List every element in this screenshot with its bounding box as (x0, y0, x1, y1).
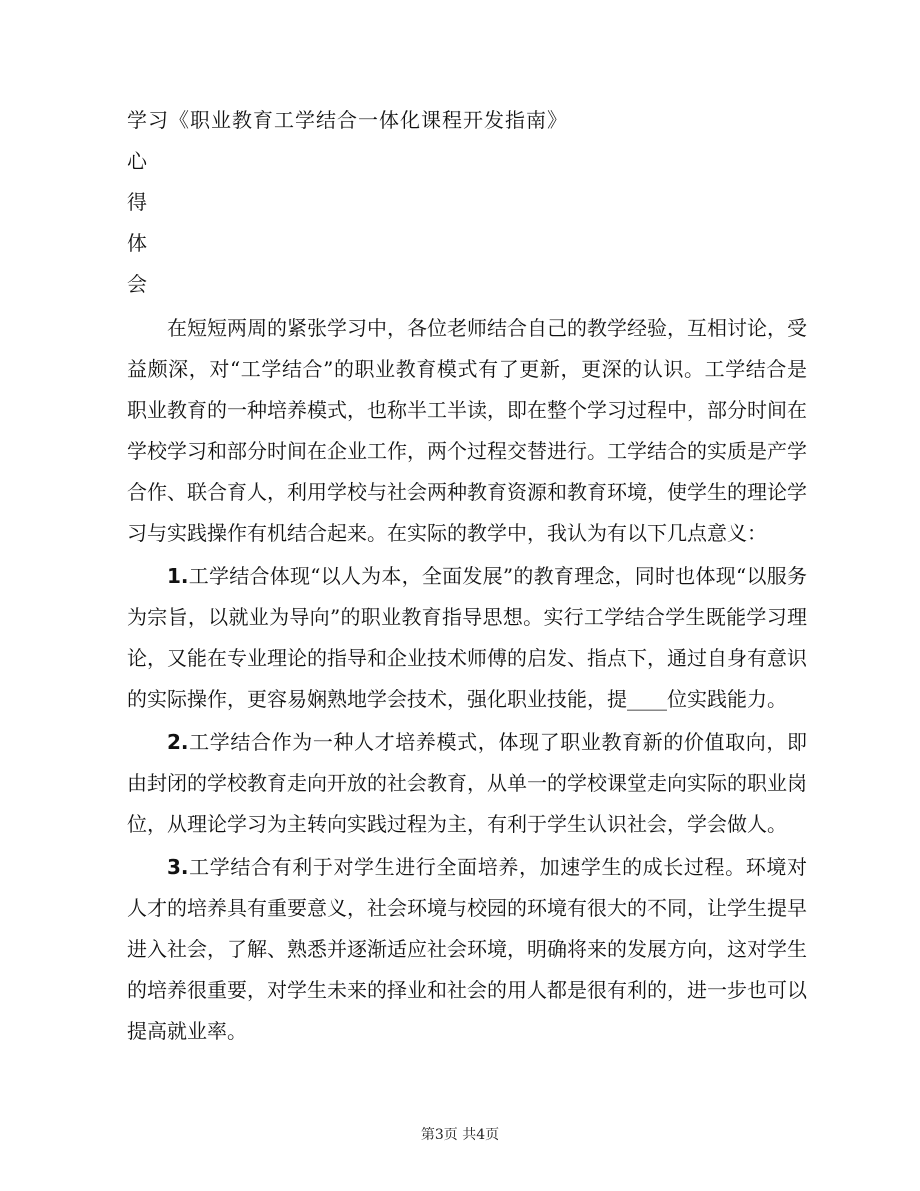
document-title: 学习《职业教育工学结合一体化课程开发指南》 (127, 108, 568, 132)
point-text: 工学结合作为一种人才培养模式，体现了职业教育新的价值取向，即由封闭的学校教育走向开放的社会教育，从单一的学校课堂走向实际的职业岗位，从理论学习为主转向实践过程为主，有利于学生认识社会，学会做人。 (127, 730, 807, 836)
point-number: 1. (167, 564, 189, 588)
title-vertical-char: 体 (127, 231, 147, 255)
point-paragraph-1 (127, 556, 807, 720)
intro-paragraph: 在短短两周的紧张学习中，各位老师结合自己的教学经验，互相讨论，受益颇深，对“工学结合”的职业教育模式有了更新，更深的认识。工学结合是职业教育的一种培养模式，也称半工半读，即在整个学习过程中，部分时间在学校学习和部分时间在企业工作，两个过程交替进行。工学结合的实质是产学合作、联合育人，利用学校与社会两种教育资源和教育环境，使学生的理论学习与实践操作有机结合起来。在实际的教学中，我认为有以下几点意义： (127, 316, 807, 545)
point-number: 3. (167, 855, 189, 879)
page-footer: 第3页 共4页 (420, 1127, 500, 1143)
title-vertical-char: 得 (127, 190, 147, 214)
point-paragraph-2 (127, 722, 807, 845)
title-vertical-char: 心 (127, 149, 147, 173)
point-text: 工学结合体现“以人为本，全面发展”的教育理念，同时也体现“以服务为宗旨，以就业为导向”的职业教育指导思想。实行工学结合学生既能学习理论，又能在专业理论的指导和企业技术师傅的启发、指点下，通过自身有意识的实际操作，更容易娴熟地学会技术，强化职业技能，提____位实践能力。 (127, 564, 807, 711)
point-paragraph-3 (127, 847, 807, 1052)
point-text: 工学结合有利于对学生进行全面培养，加速学生的成长过程。环境对人才的培养具有重要意义，社会环境与校园的环境有很大的不同，让学生提早进入社会，了解、熟悉并逐渐适应社会环境，明确将来的发展方向，这对学生的培养很重要，对学生未来的择业和社会的用人都是很有利的，进一步也可以提高就业率。 (127, 855, 807, 1043)
title-vertical-char: 会 (127, 272, 147, 296)
point-number: 2. (167, 730, 189, 754)
